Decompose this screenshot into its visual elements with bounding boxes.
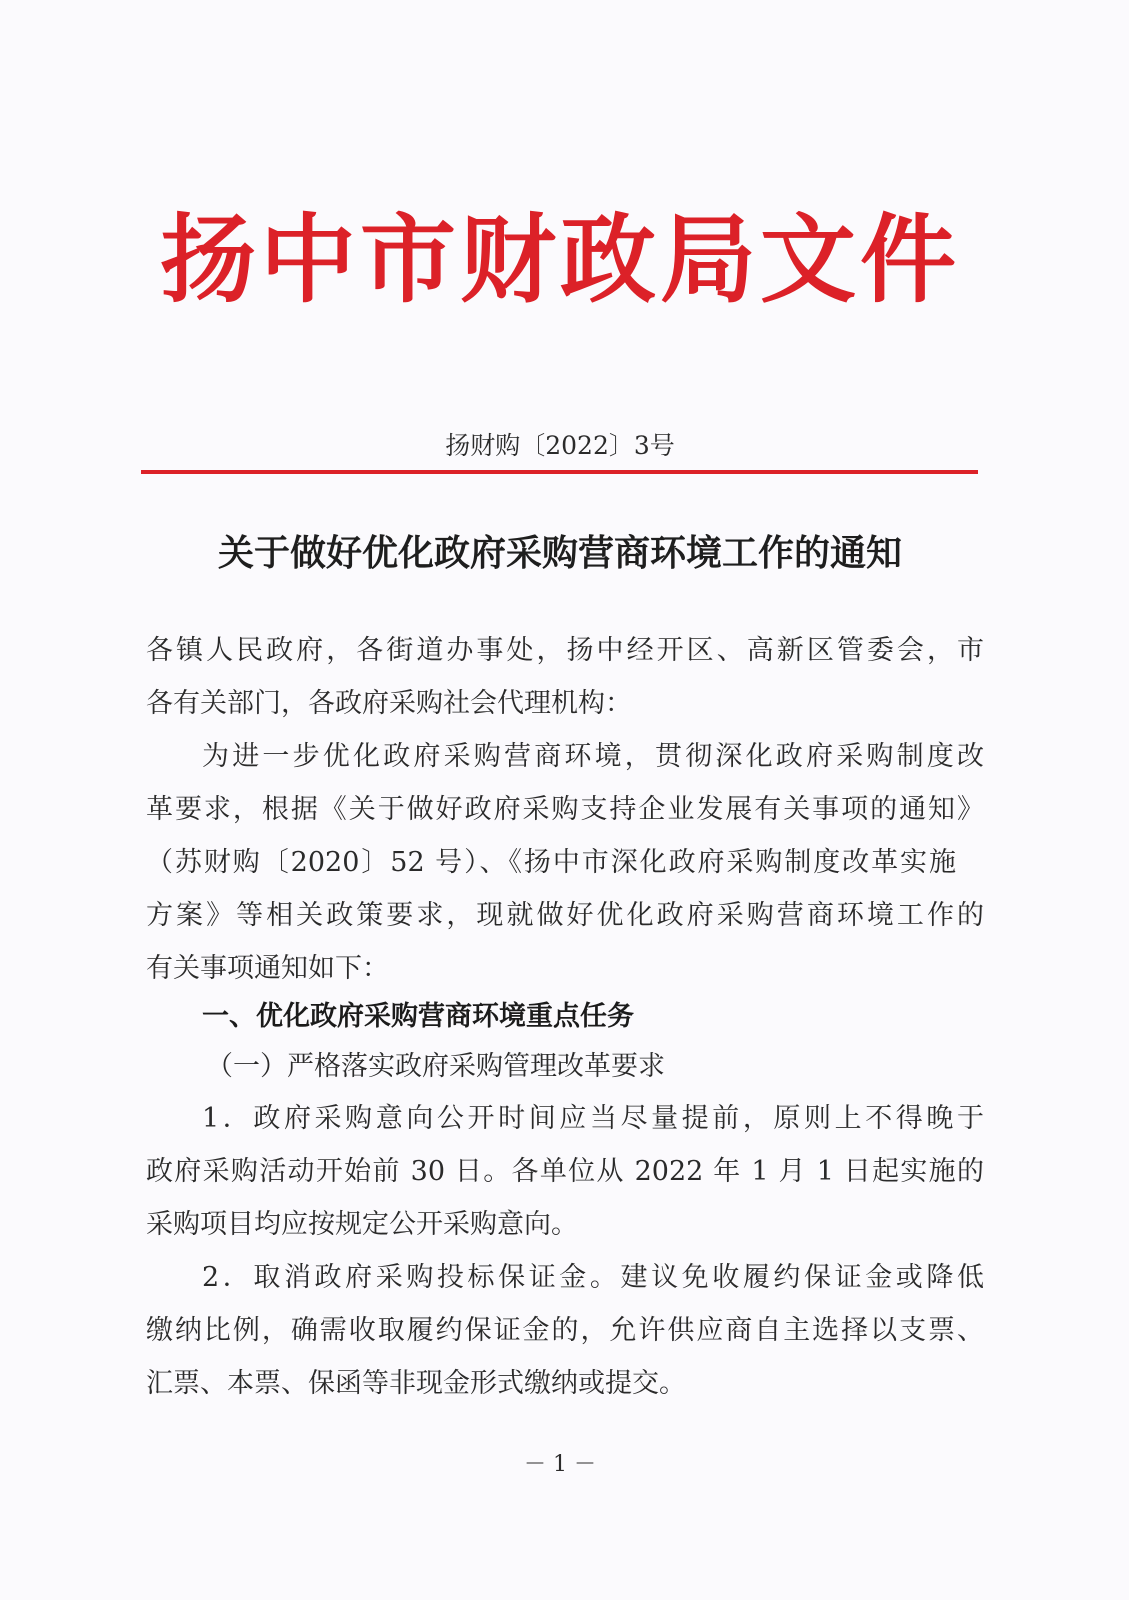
body-line-item2-1: 2．取消政府采购投标保证金。建议免收履约保证金或降低 [202,1262,984,1293]
page-number: － 1 － [524,1452,596,1477]
body-line-addressee-1: 各镇人民政府，各街道办事处，扬中经开区、高新区管委会，市 [146,635,984,666]
masthead-title: 扬中市财政局文件 [160,203,960,316]
body-line-para1-2: 革要求，根据《关于做好政府采购支持企业发展有关事项的通知》 [146,794,984,825]
body-line-item1-3: 采购项目均应按规定公开采购意向。 [146,1209,578,1240]
body-line-item2-3: 汇票、本票、保函等非现金形式缴纳或提交。 [146,1368,686,1399]
body-line-para1-5: 有关事项通知如下： [146,953,389,984]
body-line-item1-2: 政府采购活动开始前 30 日。各单位从 2022 年 1 月 1 日起实施的 [146,1156,984,1187]
body-line-item2-2: 缴纳比例，确需收取履约保证金的，允许供应商自主选择以支票、 [146,1315,984,1346]
subsection-heading-1: （一）严格落实政府采购管理改革要求 [206,1051,665,1082]
body-line-addressee-2: 各有关部门，各政府采购社会代理机构： [146,688,632,719]
body-line-item1-1: 1．政府采购意向公开时间应当尽量提前，原则上不得晚于 [202,1103,984,1134]
document-number: 扬财购〔2022〕3号 [445,431,675,460]
body-line-para1-3: （苏财购〔2020〕52 号）、《扬中市深化政府采购制度改革实施 [146,847,956,878]
body-line-para1-4: 方案》等相关政策要求，现就做好优化政府采购营商环境工作的 [146,900,984,931]
red-divider-line [141,470,978,474]
body-line-para1-1: 为进一步优化政府采购营商环境，贯彻深化政府采购制度改 [202,741,984,772]
document-title: 关于做好优化政府采购营商环境工作的通知 [217,532,902,574]
section-heading-1: 一、优化政府采购营商环境重点任务 [202,1001,634,1032]
